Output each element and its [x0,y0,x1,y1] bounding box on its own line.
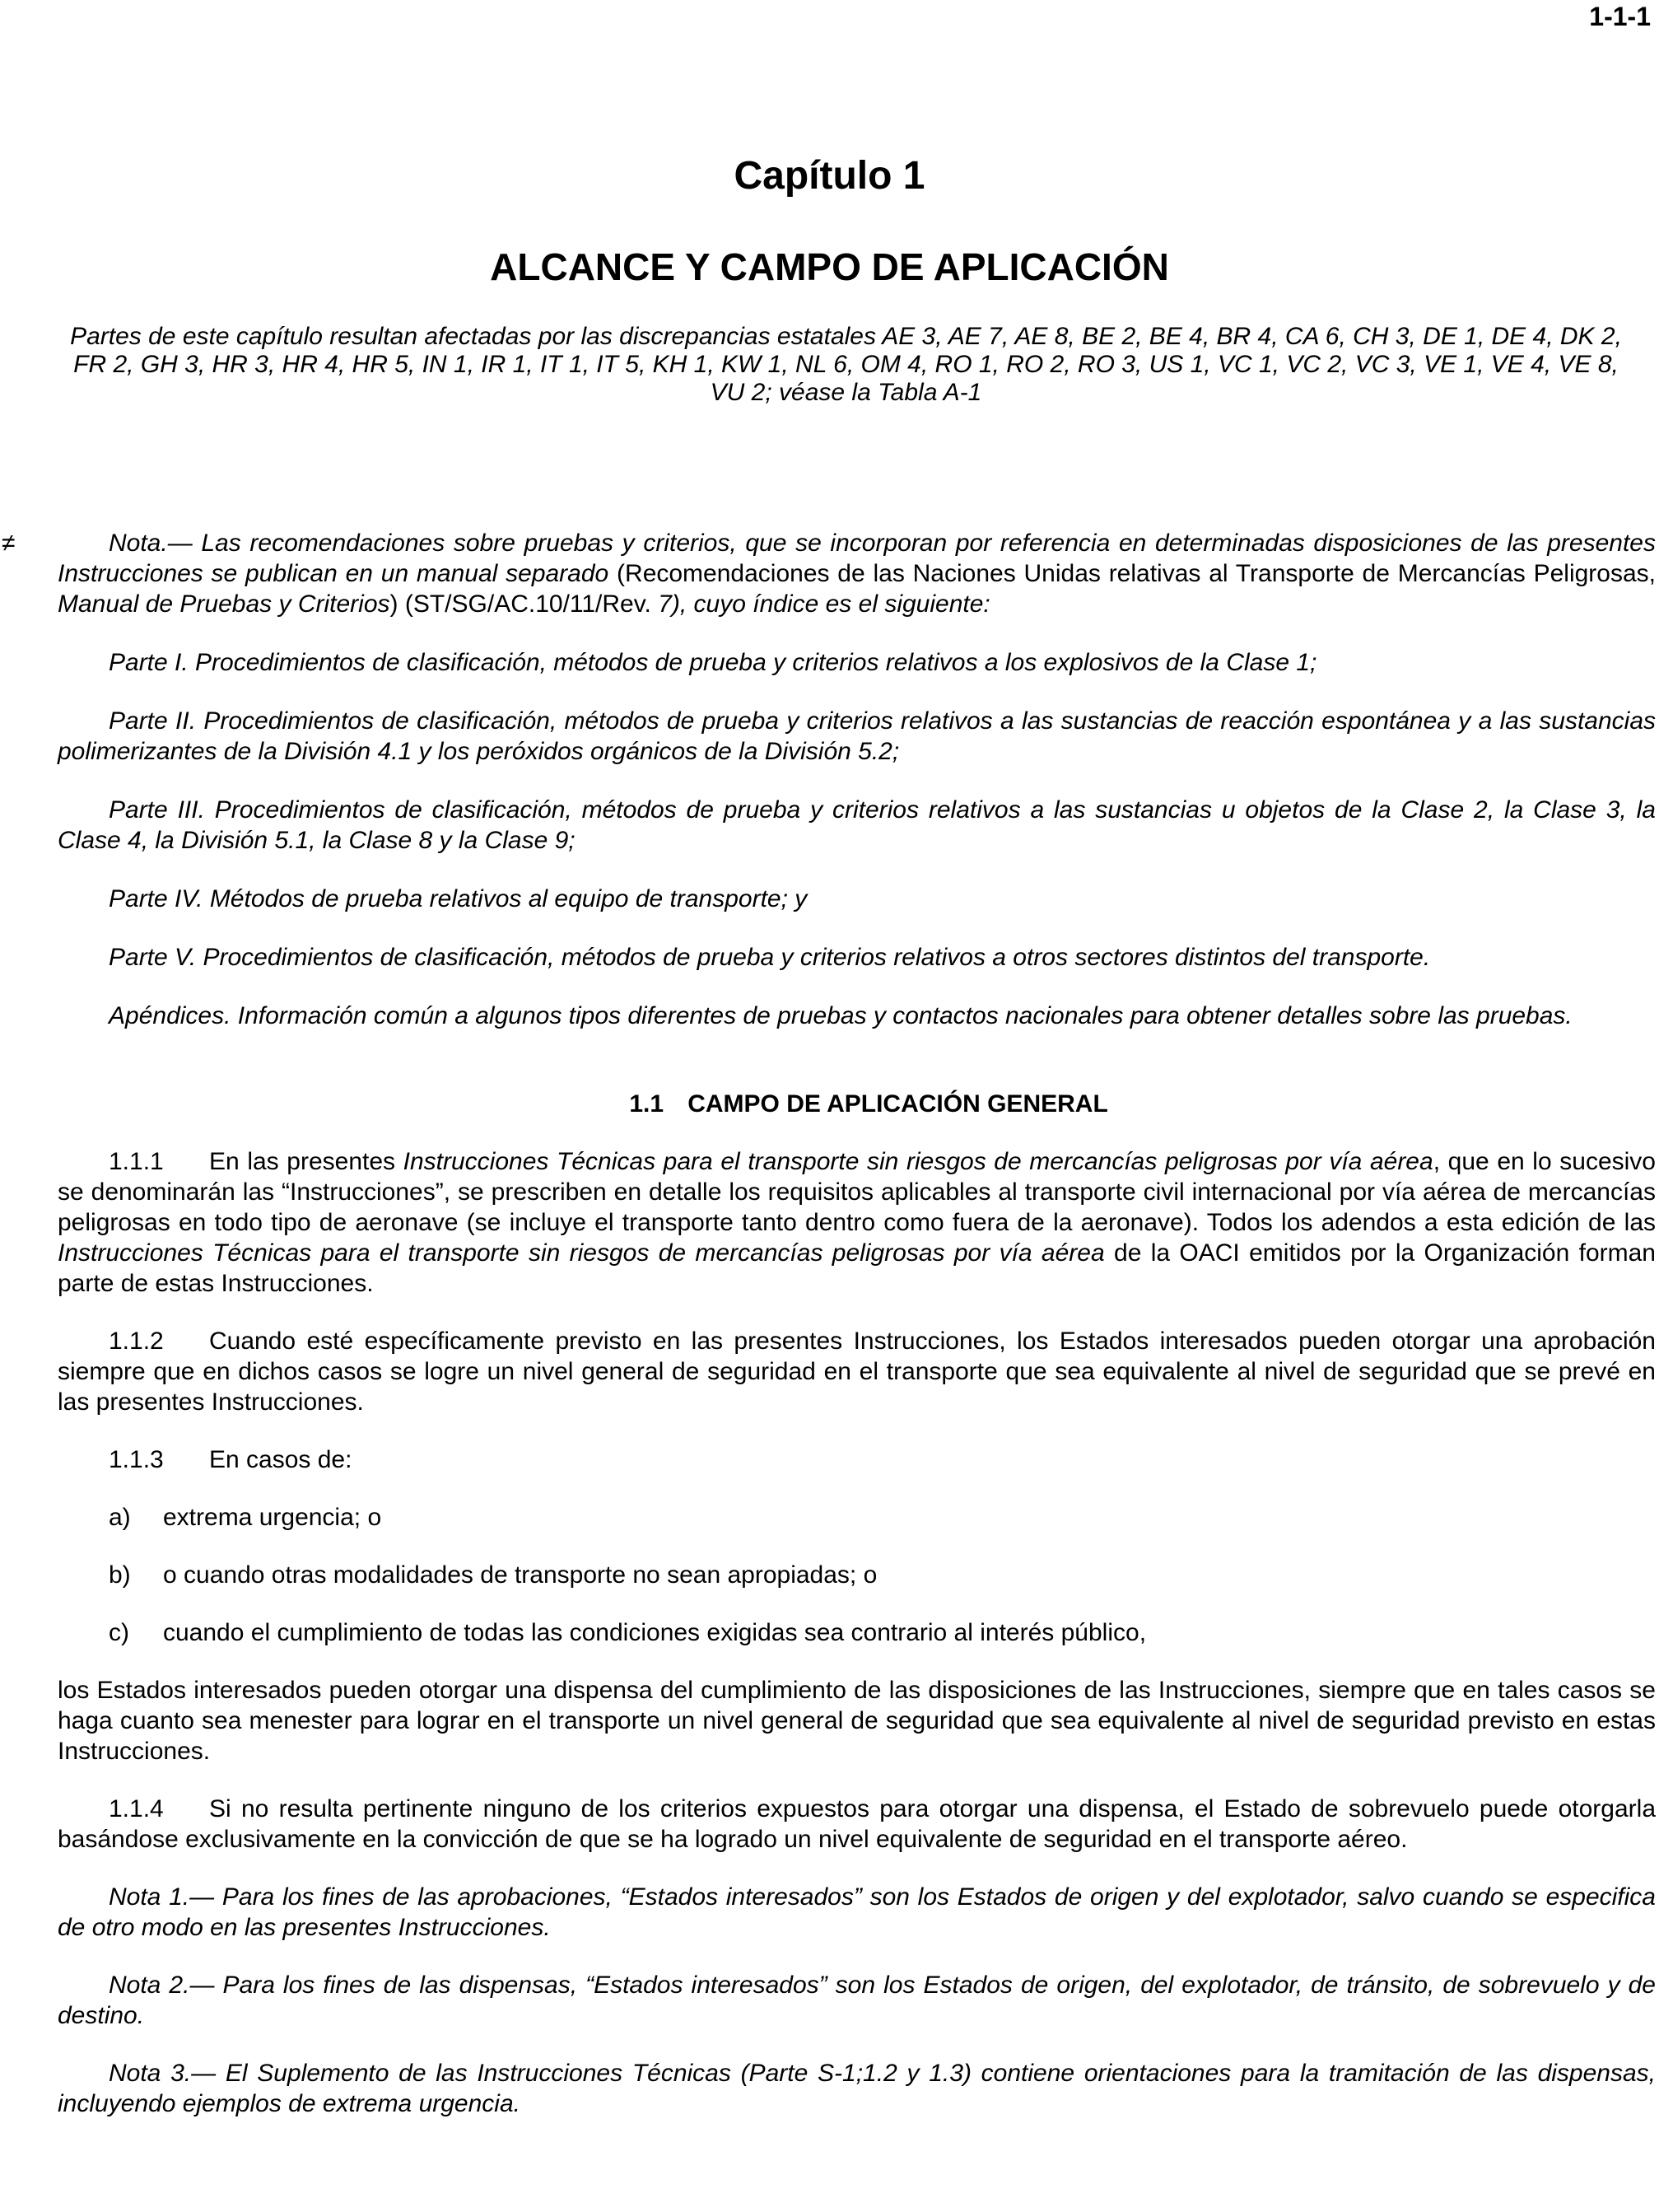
note-text-1: Nota.— Las recomendaciones sobre pruebas y criterios, que se incorporan por referencia en determinadas disposiciones de las presentes Instrucciones se publican en un manual separado [58,530,1656,587]
manual-part-3: Parte III. Procedimientos de clasificación, métodos de prueba y criterios relativos a las sustancias u objetos de la Clase 2, la Clase 3, la Clase 4, la División 5.1, la Clase 8 y la Clase 9; [58,796,1656,854]
note-text-2: (Recomendaciones de las Naciones Unidas relativas al Transporte de Mercancías Peligrosas, [608,560,1656,587]
paragraph-1-1-4: 1.1.4 Si no resulta pertinente ninguno de los criterios expuestos para otorgar una dispensa, el Estado de sobrevuelo puede otorgarla basándose exclusivamente en la convicción de que se ha logrado un nivel equivalente de seguridad en el transporte aéreo. [58,1795,1656,1853]
discrepancy-note: Partes de este capítulo resultan afectadas por las discrepancias estatales AE 3, AE 7, AE 8, BE 2, BE 4, BR 4, CA 6, CH 3, DE 1, DE 4, DK 2, FR 2, GH 3, HR 3, HR 4, HR 5, IN 1, IR 1, IT 1, IT 5, KH 1, KW 1, NL 6, OM 4, RO 1, RO 2, RO 3, US 1, VC 1, VC 2, VC 3, VE 1, VE 4, VE 8, VU 2; véase la Tabla A-1 [70,323,1622,406]
section-heading: 1.1 CAMPO DE APLICACIÓN GENERAL [629,1090,1108,1118]
note-1: Nota 1.— Para los fines de las aprobaciones, “Estados interesados” son los Estados de origen y del explotador, salvo cuando se especifica de otro modo en las presentes Instrucciones. [58,1883,1656,1941]
note-2: Nota 2.— Para los fines de las dispensas, “Estados interesados” son los Estados de origen, del explotador, de tránsito, de sobrevuelo y de destino. [58,1972,1656,2029]
paragraph-1-1-1: 1.1.1 En las presentes Instrucciones Técnicas para el transporte sin riesgos de mercancías peligrosas por vía aérea, que en lo sucesivo se denominarán las “Instrucciones”, se prescriben en detalle los requisitos aplicables al transporte civil internacional por vía aérea de mercancías peligrosas en todo tipo de aeronave (se incluye el transporte tanto dentro como fuera de la aeronave). Todos los adendos a esta edición de las Instrucciones Técnicas para el transporte sin riesgos de mercancías peligrosas por vía aérea de la OACI emitidos por la Organización forman parte de estas Instrucciones. [58,1148,1656,1297]
note-manual-title: Manual de Pruebas y Criterios [58,590,390,618]
paragraph-1-1-3-tail: los Estados interesados pueden otorgar una dispensa del cumplimiento de las disposiciones de las Instrucciones, siempre que en tales casos se haga cuanto sea menester para lograr en el transporte un nivel general de seguridad que sea equivalente al nivel de seguridad previsto en estas Instrucciones. [58,1677,1656,1765]
manual-part-4: Parte IV. Métodos de prueba relativos al equipo de transporte; y [109,885,808,912]
list-item-b: b) o cuando otras modalidades de transporte no sean apropiadas; o [109,1561,878,1589]
page-number: 1-1-1 [1589,2,1651,31]
chapter-title: Capítulo 1 [734,154,925,198]
document-body [2,528,1656,2119]
note-3: Nota 3.— El Suplemento de las Instrucciones Técnicas (Parte S-1;1.2 y 1.3) contiene orientaciones para la tramitación de las dispensas, incluyendo ejemplos de extrema urgencia. [58,2060,1656,2117]
list-item-c: c) cuando el cumplimiento de todas las condiciones exigidas sea contrario al interés público, [109,1619,1147,1646]
change-mark: ≠ [2,530,16,557]
manual-appendices: Apéndices. Información común a algunos tipos diferentes de pruebas y contactos nacionales para obtener detalles sobre las pruebas. [109,1002,1573,1029]
note-text-4: ) (ST/SG/AC.10/11/Rev. [389,590,659,618]
paragraph-1-1-3: 1.1.3 En casos de: [109,1446,352,1473]
list-item-a: a) extrema urgencia; o [109,1504,382,1531]
note-text-5: 7), cuyo índice es el siguiente: [658,590,990,618]
chapter-heading: ALCANCE Y CAMPO DE APLICACIÓN [490,245,1169,288]
manual-part-2: Parte II. Procedimientos de clasificación, métodos de prueba y criterios relativos a las sustancias de reacción espontánea y a las sustancias polimerizantes de la División 4.1 y los peróxidos orgánicos de la División 5.2; [58,707,1656,765]
manual-note [2,528,1656,619]
paragraph-1-1-2: 1.1.2 Cuando esté específicamente previsto en las presentes Instrucciones, los Estados interesados pueden otorgar una aprobación siempre que en dichos casos se logre un nivel general de seguridad en el transporte que sea equivalente al nivel de seguridad que se prevé en las presentes Instrucciones. [58,1328,1656,1416]
manual-part-5: Parte V. Procedimientos de clasificación, métodos de prueba y criterios relativos a otros sectores distintos del transporte. [109,944,1431,971]
manual-part-1: Parte I. Procedimientos de clasificación, métodos de prueba y criterios relativos a los explosivos de la Clase 1; [109,649,1317,676]
